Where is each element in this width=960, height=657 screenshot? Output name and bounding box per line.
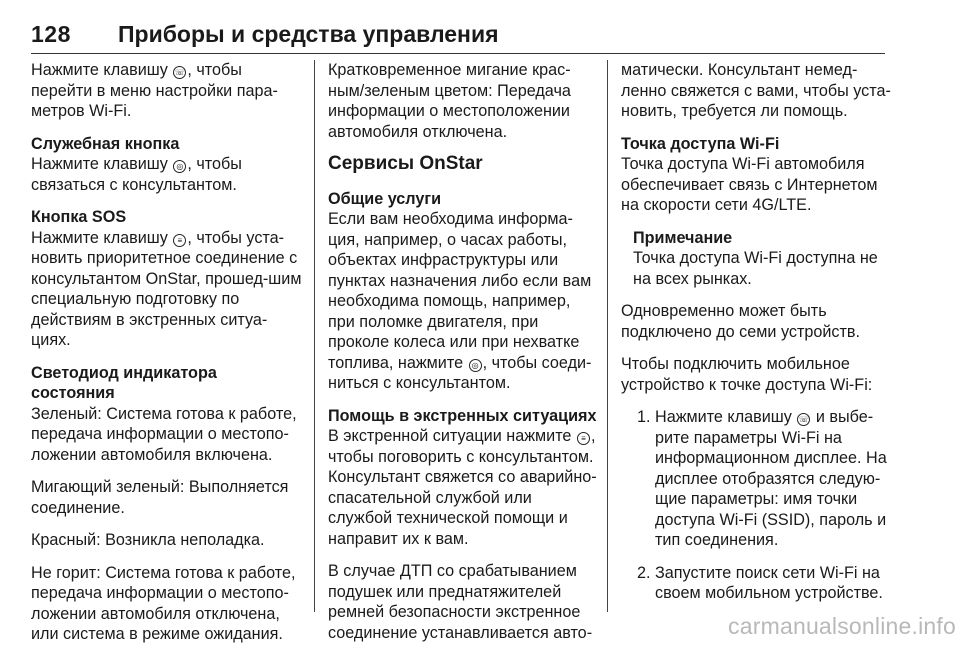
paragraph: Красный: Возникла неполадка. [31, 531, 265, 549]
paragraph [31, 228, 303, 351]
list-item [655, 407, 891, 551]
page-header [31, 21, 885, 54]
text: , чтобы поговорить с консультантом. Консультант свяжется со аварийно-спасательной службой или службой технической помощи и направит их к вам. [328, 427, 597, 548]
text: Нажмите клавишу [31, 61, 173, 79]
text: Нажмите клавишу [655, 408, 797, 426]
steps-list [621, 407, 891, 604]
phone-icon: ☏ [174, 68, 185, 77]
paragraph [328, 209, 598, 394]
paragraph [31, 60, 303, 122]
text: , чтобы соеди-ниться с консультантом. [328, 353, 592, 392]
paragraph: Зеленый: Система готова к работе, передача информации о местопо-ложении автомобиля включена. [31, 404, 297, 464]
heading-general-services: Общие услуги [328, 189, 442, 208]
note-title: Примечание [633, 228, 733, 247]
list-item: 2. Запустите поиск сети Wi-Fi на своем мобильном устройстве. [655, 563, 891, 604]
page-number: 128 [31, 21, 71, 47]
text: , чтобы перейти в меню настройки пара-метров Wi-Fi. [31, 61, 278, 120]
heading-emergency-help: Помощь в экстренных ситуациях [328, 406, 597, 425]
paragraph: Точка доступа Wi-Fi автомобиля обеспечивает связь с Интернетом на скорости сети 4G/LTE. [621, 155, 878, 214]
paragraph: Кратковременное мигание крас-ным/зеленым цветом: Передача информации о местоположении автомобиля отключена. [328, 61, 571, 141]
paragraph [31, 154, 303, 195]
column-divider [607, 60, 608, 612]
paragraph: матически. Консультант немед-ленно свяжется с вами, чтобы уста-новить, требуется ли помощь. [621, 61, 891, 120]
heading-wifi-hotspot: Точка доступа Wi-Fi [621, 134, 780, 153]
column-3 [621, 60, 891, 616]
column-1 [31, 60, 303, 657]
note-text: Точка доступа Wi-Fi доступна не на всех рынках. [633, 249, 878, 288]
text: и выбе-рите параметры Wi-Fi на информационном дисплее. На дисплее отобразятся следую-щие параметры: имя точки доступа Wi-Fi (SSID), пароль и тип соединения. [655, 408, 887, 549]
paragraph: В случае ДТП со срабатыванием подушек или преднатяжителей ремней безопасности экстренное соединение устанавливается авто- [328, 562, 593, 642]
sos-icon: ≡ [577, 432, 590, 445]
text: В экстренной ситуации нажмите [328, 427, 576, 445]
page-title: Приборы и средства управления [118, 21, 499, 47]
sos-icon: ≡ [173, 234, 186, 247]
note-box [633, 228, 891, 290]
heading-status-led: Светодиод индикатора состояния [31, 363, 217, 402]
onstar-icon: ◎ [469, 359, 482, 372]
text: , чтобы уста-новить приоритетное соединение с консультантом OnStar, прошед-шим специальную подготовку по действиям в экстренных ситуа-циях. [31, 228, 302, 349]
column-2 [328, 60, 598, 655]
paragraph [328, 426, 598, 549]
section-title: Сервисы OnStar [328, 153, 483, 174]
phone-icon: ☏ [798, 415, 809, 424]
text: , чтобы связаться с консультантом. [31, 155, 242, 194]
column-divider [314, 60, 315, 612]
paragraph: Чтобы подключить мобильное устройство к точке доступа Wi-Fi: [621, 355, 873, 394]
paragraph: Не горит: Система готова к работе, передача информации о местопо-ложении автомобиля отключена, или система в режиме ожидания. [31, 563, 296, 643]
paragraph: Мигающий зеленый: Выполняется соединение. [31, 478, 289, 517]
heading-service-button: Служебная кнопка [31, 134, 180, 153]
heading-sos-button: Кнопка SOS [31, 208, 127, 226]
text: Нажмите клавишу [31, 228, 173, 247]
text: Если вам необходима информа-ция, например, о часах работы, объектах инфраструктуры или пунктах назначения либо если вам необходима помощь, например, при поломке двигателя, при проколе колеса или при нехватке топлива, нажмите [328, 210, 592, 372]
text: Нажмите клавишу [31, 155, 173, 173]
onstar-icon: ◎ [173, 160, 186, 173]
paragraph: Одновременно может быть подключено до семи устройств. [621, 302, 861, 341]
watermark: carmanualsonline.info [728, 613, 956, 639]
